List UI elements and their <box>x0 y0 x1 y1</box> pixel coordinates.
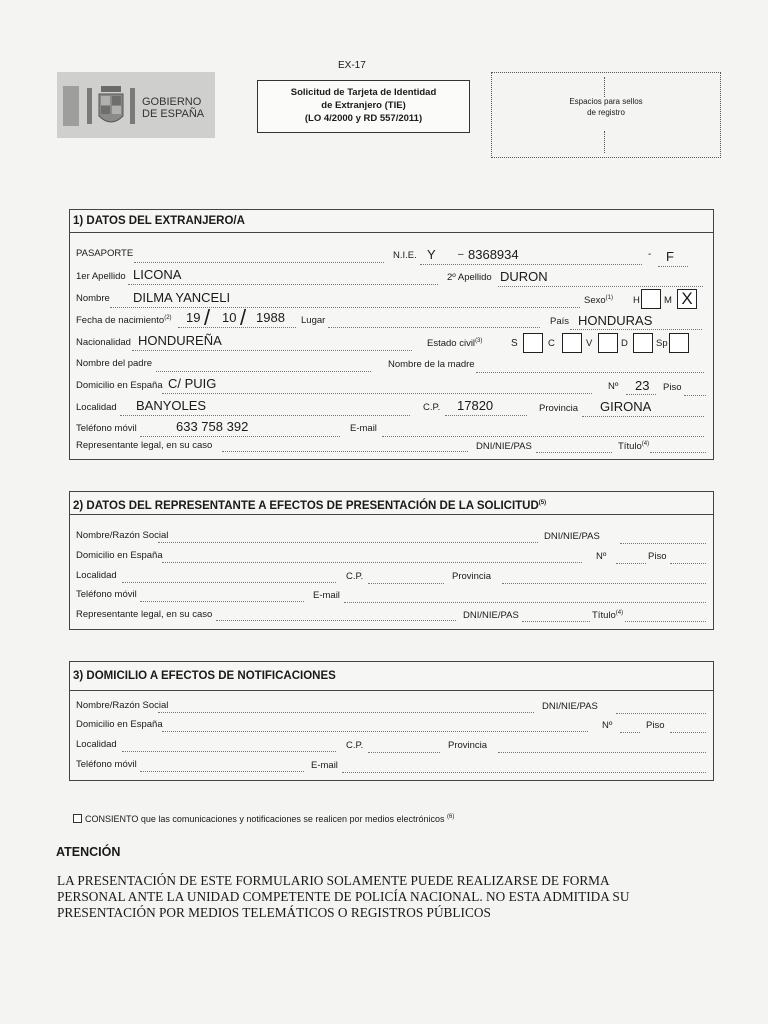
birth-sep1: / <box>204 305 211 330</box>
rep-postal-label: C.P. <box>346 571 364 582</box>
rep-locality-label: Localidad <box>76 570 117 581</box>
name-label: Nombre <box>76 293 110 304</box>
street-number-value[interactable]: 23 <box>635 378 650 393</box>
notif-phone-field[interactable] <box>140 771 304 772</box>
form-title-line1: Solicitud de Tarjeta de Identidad <box>290 87 437 98</box>
email-label: E-mail <box>350 423 377 434</box>
consent-checkbox[interactable] <box>73 814 82 823</box>
rep-address-field[interactable] <box>162 562 582 563</box>
notif-name-field[interactable] <box>158 712 534 713</box>
marital-c-checkbox[interactable] <box>562 333 582 353</box>
notif-locality-label: Localidad <box>76 739 117 750</box>
sex-m-label: M <box>664 295 672 306</box>
notif-postal-label: C.P. <box>346 740 364 751</box>
mother-name-field[interactable] <box>476 372 704 373</box>
email-field[interactable] <box>382 436 704 437</box>
nie-dash2: - <box>648 249 652 260</box>
passport-field[interactable] <box>134 262 384 263</box>
rep-postal-field[interactable] <box>368 583 444 584</box>
attention-line3: PRESENTACIÓN POR MEDIOS TELEMÁTICOS O REGISTROS PÚBLICOS <box>57 905 491 920</box>
section-representative-data <box>69 491 714 630</box>
marital-c-label: C <box>548 338 555 349</box>
notif-name-label: Nombre/Razón Social <box>76 700 169 711</box>
attention-heading: ATENCIÓN <box>56 845 121 859</box>
nie-label: N.I.E. <box>393 250 417 261</box>
marital-v-checkbox[interactable] <box>598 333 618 353</box>
notif-locality-field[interactable] <box>122 751 336 752</box>
rep-phone-label: Teléfono móvil <box>76 589 137 600</box>
father-name-field[interactable] <box>156 371 371 372</box>
nie-prefix-value[interactable]: Y <box>427 247 436 262</box>
legal-rep-title-label: Título$^{(4)}$ <box>618 441 650 453</box>
birth-day-value[interactable]: 19 <box>186 310 201 325</box>
mobile-phone-value[interactable]: 633 758 392 <box>176 419 249 434</box>
rep-legal-dni-label: DNI/NIE/PAS <box>463 610 519 621</box>
birth-date-label: Fecha de nacimiento$^{(2)}$ <box>76 315 172 327</box>
rep-name-label: Nombre/Razón Social <box>76 530 169 541</box>
marital-status-label: Estado civil$^{(3)}$ <box>427 338 483 350</box>
birth-month-value[interactable]: 10 <box>222 310 237 325</box>
postal-code-value[interactable]: 17820 <box>457 398 494 413</box>
father-name-label: Nombre del padre <box>76 358 153 369</box>
second-surname-value[interactable]: DURON <box>500 269 548 284</box>
notif-dni-field[interactable] <box>616 713 706 714</box>
locality-value[interactable]: BANYOLES <box>136 398 207 413</box>
floor-label: Piso <box>663 382 682 393</box>
birth-sep2: / <box>240 305 247 330</box>
government-logo <box>57 72 215 138</box>
rep-dni-label: DNI/NIE/PAS <box>544 531 600 542</box>
attention-line2: PERSONAL ANTE LA UNIDAD COMPETENTE DE POLICÍA NACIONAL. NO ESTA ADMITIDA SU <box>57 889 630 904</box>
nie-number-value[interactable]: 8368934 <box>468 247 519 262</box>
country-label: País <box>550 316 570 327</box>
mobile-phone-label: Teléfono móvil <box>76 423 137 434</box>
address-value[interactable]: C/ PUIG <box>168 376 217 391</box>
rep-legal-dni-field[interactable] <box>522 621 590 622</box>
rep-floor-field[interactable] <box>670 563 706 564</box>
postal-code-label: C.P. <box>423 402 441 413</box>
province-value[interactable]: GIRONA <box>600 399 652 414</box>
notif-number-field[interactable] <box>620 732 640 733</box>
province-label: Provincia <box>539 403 579 414</box>
sex-m-checkbox[interactable]: X <box>677 289 697 309</box>
notif-province-field[interactable] <box>498 752 706 753</box>
rep-email-label: E-mail <box>313 590 340 601</box>
attention-text <box>57 873 629 921</box>
notif-postal-field[interactable] <box>368 752 440 753</box>
birthplace-label: Lugar <box>301 315 326 326</box>
rep-locality-field[interactable] <box>122 582 336 583</box>
street-number-label: Nº <box>608 381 619 392</box>
rep-number-label: Nº <box>596 551 607 562</box>
rep-dni-field[interactable] <box>620 543 706 544</box>
rep-number-field[interactable] <box>616 563 646 564</box>
marital-sp-label: Sp <box>656 338 668 349</box>
passport-label: PASAPORTE <box>76 248 134 259</box>
coat-of-arms-icon <box>83 78 139 134</box>
logo-line1: GOBIERNO <box>142 96 202 108</box>
mother-name-label: Nombre de la madre <box>388 359 475 370</box>
notif-number-label: Nº <box>602 720 613 731</box>
sex-h-label: H <box>633 295 640 306</box>
floor-field[interactable] <box>684 395 706 396</box>
nie-dash: – <box>458 249 464 260</box>
rep-legal-label: Representante legal, en su caso <box>76 609 213 620</box>
sex-label: Sexo$^{(1)}$ <box>584 295 613 307</box>
legal-rep-label: Representante legal, en su caso <box>76 440 213 451</box>
attention-line1: LA PRESENTACIÓN DE ESTE FORMULARIO SOLAMENTE PUEDE REALIZARSE DE FORMA <box>57 873 610 888</box>
rep-address-label: Domicilio en España <box>76 550 163 561</box>
locality-label: Localidad <box>76 402 117 413</box>
rep-phone-field[interactable] <box>140 601 304 602</box>
stamp-line1: Espacios para sellos <box>569 97 643 106</box>
rep-floor-label: Piso <box>648 551 667 562</box>
form-code: EX-17 <box>338 60 366 71</box>
section-foreigner-data <box>69 209 714 460</box>
form-title-line3: (LO 4/2000 y RD 557/2011) <box>304 113 423 124</box>
notif-address-field[interactable] <box>162 731 588 732</box>
sex-h-checkbox[interactable] <box>641 289 661 309</box>
name-value[interactable]: DILMA YANCELI <box>133 290 231 305</box>
section-3-title: 3) DOMICILIO A EFECTOS DE NOTIFICACIONES <box>70 662 713 691</box>
rep-province-field[interactable] <box>502 583 706 584</box>
notif-email-field[interactable] <box>342 772 706 773</box>
nationality-label: Nacionalidad <box>76 337 131 348</box>
rep-name-field[interactable] <box>158 542 538 543</box>
first-surname-value[interactable]: LICONA <box>133 267 182 282</box>
country-value[interactable]: HONDURAS <box>578 313 653 328</box>
form-title-line2: de Extranjero (TIE) <box>321 100 406 111</box>
notif-dni-label: DNI/NIE/PAS <box>542 701 598 712</box>
rep-province-label: Provincia <box>452 571 492 582</box>
nie-suffix-value[interactable]: F <box>666 249 674 264</box>
notif-email-label: E-mail <box>311 760 338 771</box>
logo-bar <box>63 86 79 126</box>
marital-sp-checkbox[interactable] <box>669 333 689 353</box>
marital-v-label: V <box>586 338 593 349</box>
notif-floor-label: Piso <box>646 720 665 731</box>
legal-rep-dni-label: DNI/NIE/PAS <box>476 441 532 452</box>
section-1-title: 1) DATOS DEL EXTRANJERO/A <box>70 210 713 233</box>
section-notification-address <box>69 661 714 781</box>
notif-province-label: Provincia <box>448 740 488 751</box>
marital-d-label: D <box>621 338 628 349</box>
electronic-consent[interactable]: CONSIENTO que las comunicaciones y notificaciones se realicen por medios electrónicos $^{(6)}$ <box>73 814 454 824</box>
birthplace-field[interactable] <box>328 327 540 328</box>
marital-s-label: S <box>511 338 518 349</box>
birth-year-value[interactable]: 1988 <box>256 310 285 325</box>
rep-email-field[interactable] <box>344 602 706 603</box>
second-surname-label: 2º Apellido <box>447 272 492 283</box>
legal-rep-dni-field[interactable] <box>536 452 612 453</box>
notif-address-label: Domicilio en España <box>76 719 163 730</box>
notif-phone-label: Teléfono móvil <box>76 759 137 770</box>
stamp-line2: de registro <box>587 108 625 117</box>
first-surname-label: 1er Apellido <box>76 271 126 282</box>
section-2-title: 2) DATOS DEL REPRESENTANTE A EFECTOS DE PRESENTACIÓN DE LA SOLICITUD$^{(5)}$ <box>70 492 713 515</box>
notif-floor-field[interactable] <box>670 732 706 733</box>
legal-rep-title-field[interactable] <box>650 452 706 453</box>
rep-legal-title-field[interactable] <box>625 621 706 622</box>
marital-d-checkbox[interactable] <box>633 333 653 353</box>
consent-text: CONSIENTO que las comunicaciones y notificaciones se realicen por medios electrónicos <box>85 814 445 824</box>
address-label: Domicilio en España <box>76 380 163 391</box>
rep-legal-field[interactable] <box>216 620 456 621</box>
legal-rep-field[interactable] <box>222 451 468 452</box>
rep-legal-title-label: Título$^{(4)}$ <box>592 610 624 622</box>
nationality-value[interactable]: HONDUREÑA <box>138 333 222 348</box>
logo-line2: DE ESPAÑA <box>142 108 205 120</box>
form-title-box <box>257 80 470 133</box>
marital-s-checkbox[interactable] <box>523 333 543 353</box>
stamp-area <box>491 72 721 158</box>
